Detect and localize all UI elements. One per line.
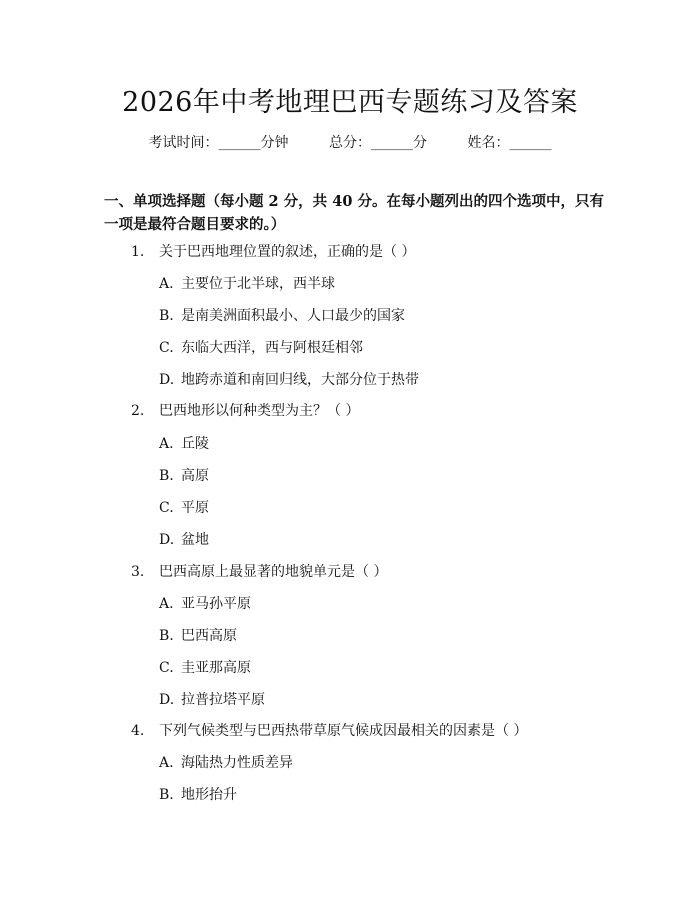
- option-text: 主要位于北半球，西半球: [181, 276, 335, 292]
- option-2c: [159, 498, 209, 518]
- question-number: 1.: [131, 244, 145, 260]
- question-number: 4.: [131, 723, 145, 739]
- option-letter: A.: [159, 755, 174, 771]
- option-text: 东临大西洋，西与阿根廷相邻: [181, 340, 363, 356]
- option-letter: A.: [159, 276, 174, 292]
- option-2a: [159, 434, 209, 454]
- exam-info-line: [0, 132, 700, 152]
- option-1d: [159, 370, 419, 390]
- question-text: 巴西地形以何种类型为主？（ ）: [159, 403, 360, 419]
- option-text: 亚马孙平原: [181, 596, 251, 612]
- option-text: 丘陵: [181, 436, 209, 452]
- question-text: 关于巴西地理位置的叙述，正确的是（ ）: [159, 244, 416, 260]
- question-text: 下列气候类型与巴西热带草原气候成因最相关的因素是（ ）: [159, 723, 528, 739]
- option-text: 圭亚那高原: [181, 660, 251, 676]
- question-2: [131, 401, 359, 421]
- option-2d: [159, 530, 209, 550]
- option-letter: D.: [159, 532, 175, 548]
- option-3c: [159, 658, 251, 678]
- option-text: 地跨赤道和南回归线，大部分位于热带: [181, 372, 419, 388]
- question-1: [131, 242, 415, 262]
- option-letter: A.: [159, 436, 174, 452]
- option-1b: [159, 306, 405, 326]
- option-text: 拉普拉塔平原: [181, 692, 265, 708]
- option-2b: [159, 466, 209, 486]
- total-score-field: 总分：______分: [329, 135, 427, 151]
- option-3b: [159, 626, 237, 646]
- option-letter: C.: [159, 340, 174, 356]
- option-4b: [159, 785, 237, 805]
- page-title: 2026年中考地理巴西专题练习及答案: [122, 87, 578, 118]
- option-letter: A.: [159, 596, 174, 612]
- option-3a: [159, 594, 251, 614]
- option-1a: [159, 274, 335, 294]
- question-number: 2.: [131, 403, 145, 419]
- option-letter: C.: [159, 660, 174, 676]
- option-letter: C.: [159, 500, 174, 516]
- exam-time-field: 考试时间：______分钟: [148, 135, 289, 151]
- option-letter: D.: [159, 372, 175, 388]
- option-letter: D.: [159, 692, 175, 708]
- option-1c: [159, 338, 363, 358]
- option-text: 巴西高原: [181, 628, 237, 644]
- option-text: 地形抬升: [181, 787, 237, 803]
- option-text: 盆地: [181, 532, 209, 548]
- option-letter: B.: [159, 308, 174, 324]
- option-text: 高原: [181, 468, 209, 484]
- option-text: 是南美洲面积最小、人口最少的国家: [181, 308, 405, 324]
- student-name-field: 姓名：______: [467, 135, 552, 151]
- option-4a: [159, 753, 293, 773]
- option-letter: B.: [159, 628, 174, 644]
- option-letter: B.: [159, 468, 174, 484]
- option-text: 海陆热力性质差异: [181, 755, 293, 771]
- question-3: [131, 562, 387, 582]
- question-text: 巴西高原上最显著的地貌单元是（ ）: [159, 564, 388, 580]
- option-letter: B.: [159, 787, 174, 803]
- question-4: [131, 721, 527, 741]
- question-number: 3.: [131, 564, 145, 580]
- section-heading: 一、单项选择题（每小题 2 分，共 40 分。在每小题列出的四个选项中，只有一项是最符合题目要求的。）: [104, 193, 604, 233]
- option-3d: [159, 690, 265, 710]
- option-text: 平原: [181, 500, 209, 516]
